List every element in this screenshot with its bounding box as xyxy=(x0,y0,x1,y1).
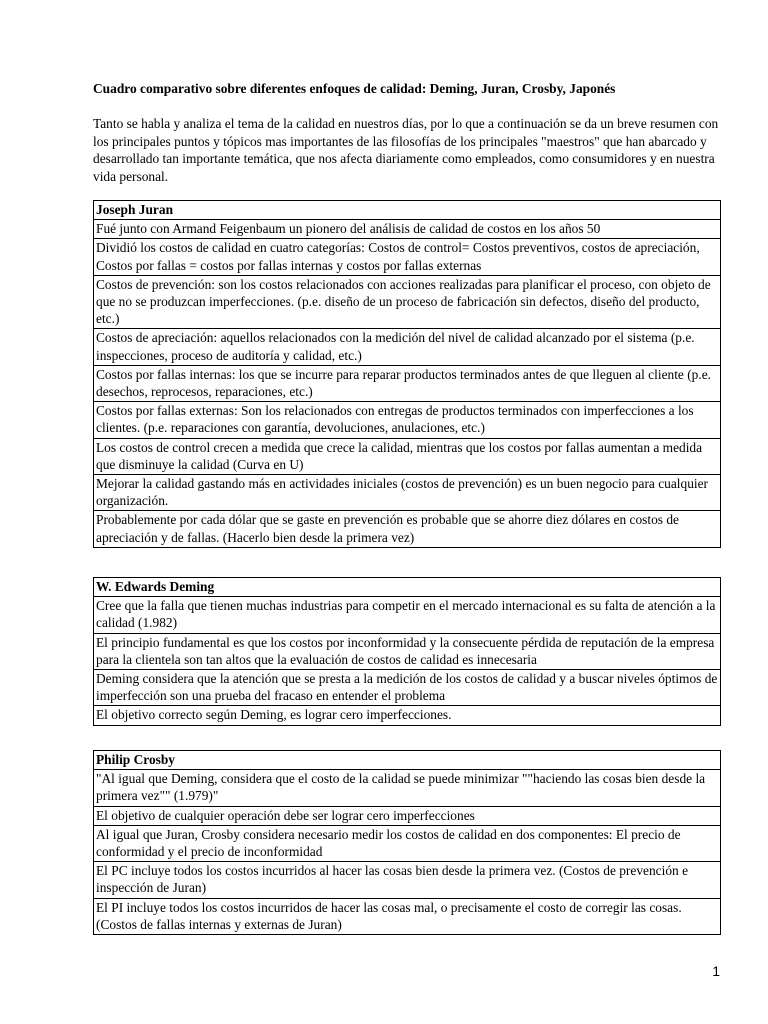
table-cell: El objetivo correcto según Deming, es lograr cero imperfecciones. xyxy=(94,706,721,725)
document-title: Cuadro comparativo sobre diferentes enfoques de calidad: Deming, Juran, Crosby, Japonés xyxy=(93,81,616,96)
juran-table xyxy=(93,200,721,548)
table-row xyxy=(94,806,721,825)
deming-heading: W. Edwards Deming xyxy=(94,578,721,597)
table-row xyxy=(94,201,721,220)
table-cell: Fué junto con Armand Feigenbaum un pionero del análisis de calidad de costos en los años 50 xyxy=(94,220,721,239)
table-row xyxy=(94,365,721,401)
table-cell: Al igual que Juran, Crosby considera necesario medir los costos de calidad en dos componentes: El precio de conformidad y el precio de inconformidad xyxy=(94,825,721,861)
intro-paragraph: Tanto se habla y analiza el tema de la calidad en nuestros días, por lo que a continuación se da un breve resumen con los principales puntos y tópicos mas importantes de las filosofías de los principales "maestros" que han abarcado y desarrollado tan importante temática, que nos afecta diariamente como empleados, como consumidores y en nuestra vida personal. xyxy=(93,116,719,184)
table-row xyxy=(94,751,721,770)
juran-heading: Joseph Juran xyxy=(94,201,721,220)
table-cell: Costos por fallas externas: Son los relacionados con entregas de productos terminados con imperfecciones a los clientes. (p.e. reparaciones con garantía, devoluciones, anulaciones, etc.) xyxy=(94,402,721,438)
table-row xyxy=(94,825,721,861)
table-row xyxy=(94,633,721,669)
table-row xyxy=(94,329,721,365)
table-row xyxy=(94,475,721,511)
table-cell: Costos por fallas internas: los que se incurre para reparar productos terminados antes de que lleguen al cliente (p.e. desechos, reprocesos, reparaciones, etc.) xyxy=(94,365,721,401)
table-row xyxy=(94,402,721,438)
table-cell: Deming considera que la atención que se presta a la medición de los costos de calidad y a buscar niveles óptimos de imperfección son una prueba del fracaso en entender el problema xyxy=(94,670,721,706)
page-number: 1 xyxy=(712,963,720,979)
table-row xyxy=(94,862,721,898)
table-cell: El objetivo de cualquier operación debe ser lograr cero imperfecciones xyxy=(94,806,721,825)
table-cell: Cree que la falla que tienen muchas industrias para competir en el mercado internacional es su falta de atención a la calidad (1.982) xyxy=(94,597,721,633)
table-row xyxy=(94,770,721,806)
table-row xyxy=(94,578,721,597)
table-row xyxy=(94,597,721,633)
table-row xyxy=(94,670,721,706)
table-row xyxy=(94,220,721,239)
table-cell: El principio fundamental es que los costos por inconformidad y la consecuente pérdida de reputación de la empresa para la clientela son tan altos que la evaluación de costos de calidad es innecesaria xyxy=(94,633,721,669)
table-cell: Costos de apreciación: aquellos relacionados con la medición del nivel de calidad alcanzado por el sistema (p.e. inspecciones, proceso de auditoría y calidad, etc.) xyxy=(94,329,721,365)
crosby-heading: Philip Crosby xyxy=(94,751,721,770)
deming-table xyxy=(93,577,721,726)
crosby-table xyxy=(93,750,721,935)
table-row xyxy=(94,706,721,725)
table-cell: El PC incluye todos los costos incurridos al hacer las cosas bien desde la primera vez. (Costos de prevención e inspección de Juran) xyxy=(94,862,721,898)
table-row xyxy=(94,239,721,275)
table-cell: Probablemente por cada dólar que se gaste en prevención es probable que se ahorre diez dólares en costos de apreciación y de fallas. (Hacerlo bien desde la primera vez) xyxy=(94,511,721,547)
table-cell: El PI incluye todos los costos incurridos de hacer las cosas mal, o precisamente el costo de corregir las cosas. (Costos de fallas internas y externas de Juran) xyxy=(94,898,721,934)
table-row xyxy=(94,898,721,934)
table-cell: Dividió los costos de calidad en cuatro categorías: Costos de control= Costos preventivos, costos de apreciación, Costos por fallas = costos por fallas internas y costos por fallas externas xyxy=(94,239,721,275)
table-row xyxy=(94,275,721,329)
table-cell: Costos de prevención: son los costos relacionados con acciones realizadas para planificar el proceso, con objeto de que no se produzcan imperfecciones. (p.e. diseño de un proceso de fabricación sin defectos, diseño del producto, etc.) xyxy=(94,275,721,329)
table-cell: "Al igual que Deming, considera que el costo de la calidad se puede minimizar ""haciendo las cosas bien desde la primera vez"" (1.979)" xyxy=(94,770,721,806)
table-row xyxy=(94,511,721,547)
table-cell: Mejorar la calidad gastando más en actividades iniciales (costos de prevención) es un buen negocio para cualquier organización. xyxy=(94,475,721,511)
table-row xyxy=(94,438,721,474)
table-cell: Los costos de control crecen a medida que crece la calidad, mientras que los costos por fallas aumentan a medida que disminuye la calidad (Curva en U) xyxy=(94,438,721,474)
